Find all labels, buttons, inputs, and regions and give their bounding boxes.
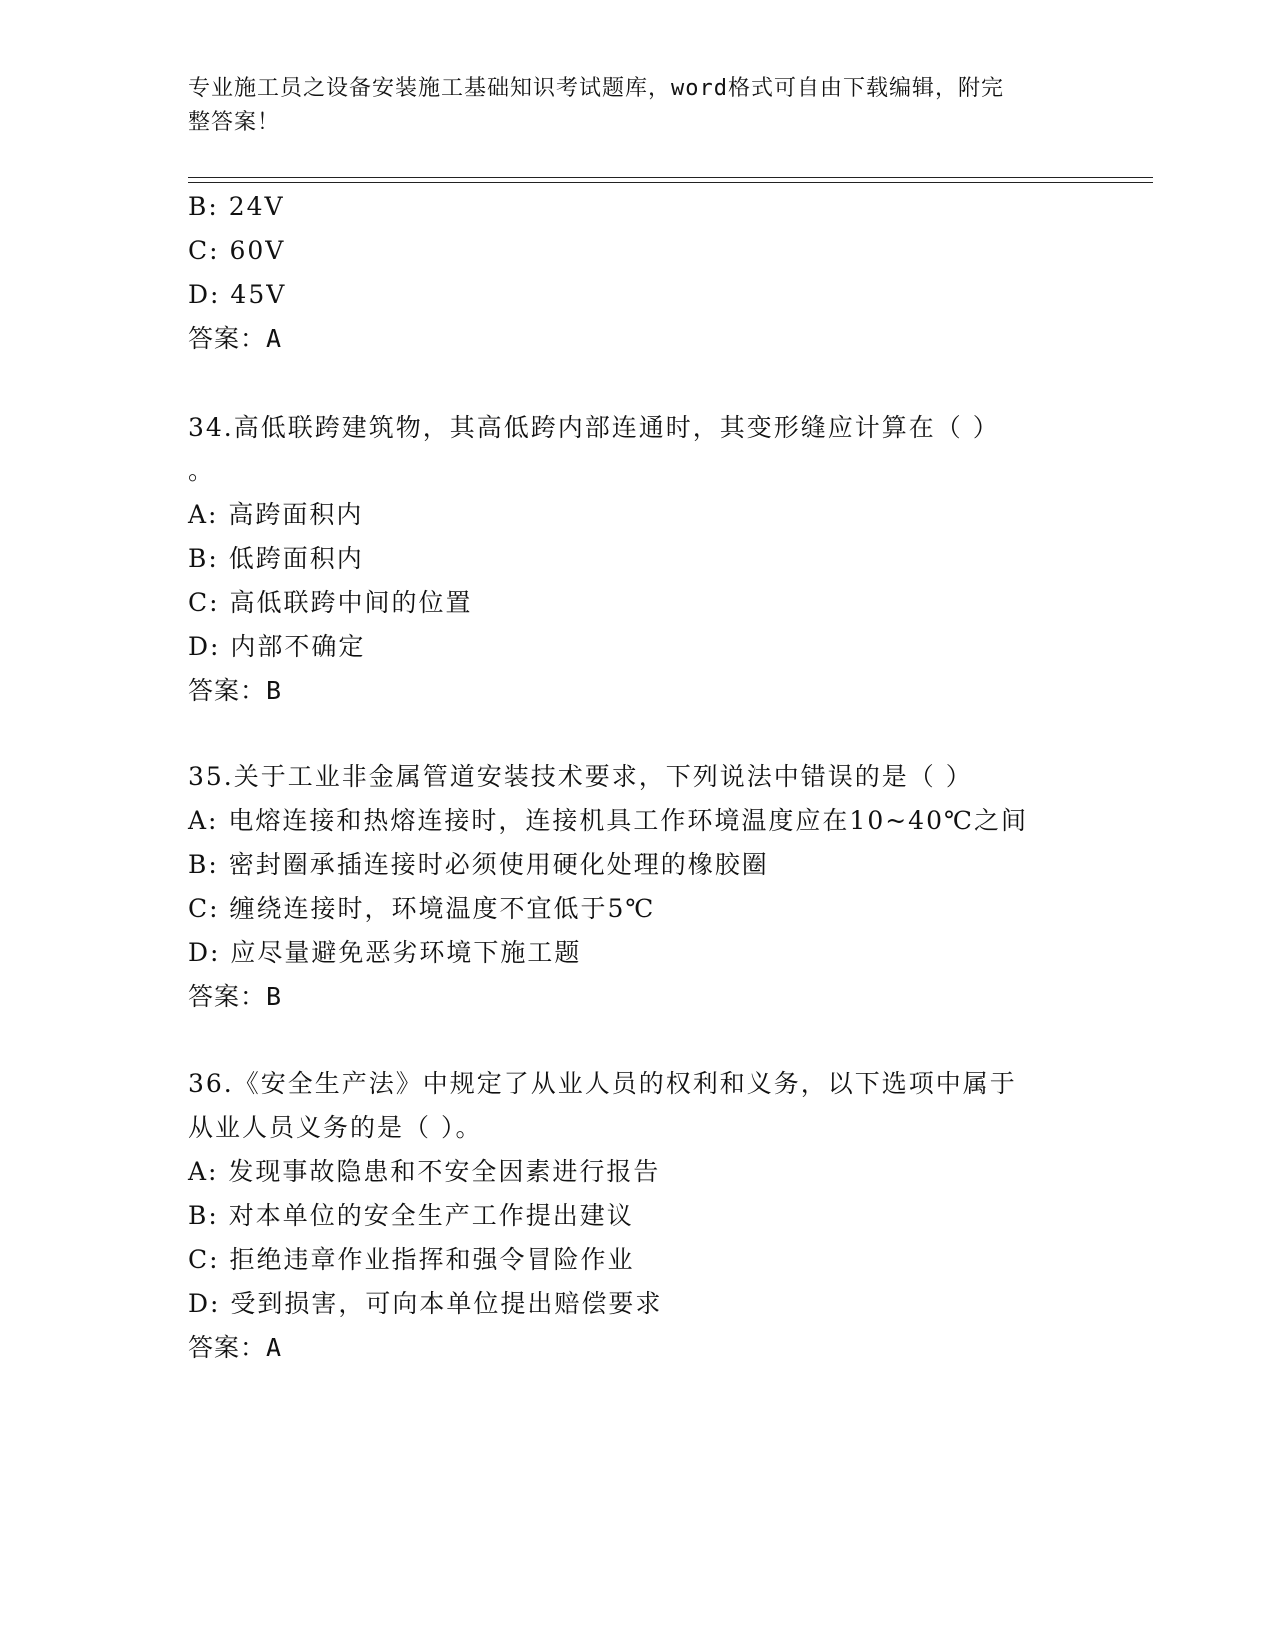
q34-option-c: C: 高低联跨中间的位置 bbox=[188, 588, 473, 617]
q34-option-b: B: 低跨面积内 bbox=[188, 544, 364, 573]
q33-option-b: B: 24V bbox=[188, 192, 285, 221]
q33-answer: 答案：A bbox=[188, 324, 283, 353]
header-line-1: 专业施工员之设备安装施工基础知识考试题库，word格式可自由下载编辑，附完 bbox=[188, 76, 1004, 101]
header-divider-top bbox=[188, 177, 1153, 178]
q36-option-d: D: 受到损害，可向本单位提出赔偿要求 bbox=[188, 1289, 663, 1318]
q35-option-a: A: 电熔连接和热熔连接时，连接机具工作环境温度应在10~40℃之间 bbox=[188, 806, 1028, 835]
q36-option-a: A: 发现事故隐患和不安全因素进行报告 bbox=[188, 1157, 661, 1186]
document-header bbox=[188, 72, 1088, 140]
q33-option-c: C: 60V bbox=[188, 236, 286, 265]
header-line-2: 整答案！ bbox=[188, 110, 281, 135]
q34-option-a: A: 高跨面积内 bbox=[188, 500, 364, 529]
q34-stem-line-2: 。 bbox=[188, 456, 216, 485]
q34-option-d: D: 内部不确定 bbox=[188, 632, 366, 661]
q36-option-c: C: 拒绝违章作业指挥和强令冒险作业 bbox=[188, 1245, 635, 1274]
q36-answer: 答案：A bbox=[188, 1333, 283, 1362]
q34-answer: 答案：B bbox=[188, 676, 283, 705]
q35-option-c: C: 缠绕连接时，环境温度不宜低于5℃ bbox=[188, 894, 656, 923]
q35-answer: 答案：B bbox=[188, 982, 283, 1011]
header-divider-bottom bbox=[188, 182, 1153, 183]
q35-option-b: B: 密封圈承插连接时必须使用硬化处理的橡胶圈 bbox=[188, 850, 769, 879]
q36-stem-line-1: 36.《安全生产法》中规定了从业人员的权利和义务，以下选项中属于 bbox=[188, 1069, 1017, 1098]
q35-stem: 35.关于工业非金属管道安装技术要求，下列说法中错误的是（ ） bbox=[188, 762, 973, 791]
q35-option-d: D: 应尽量避免恶劣环境下施工题 bbox=[188, 938, 582, 967]
q33-option-d: D: 45V bbox=[188, 280, 287, 309]
q36-option-b: B: 对本单位的安全生产工作提出建议 bbox=[188, 1201, 634, 1230]
q36-stem-line-2: 从业人员义务的是（ ）。 bbox=[188, 1113, 483, 1142]
q34-stem-line-1: 34.高低联跨建筑物，其高低跨内部连通时，其变形缝应计算在（ ） bbox=[188, 413, 1000, 442]
